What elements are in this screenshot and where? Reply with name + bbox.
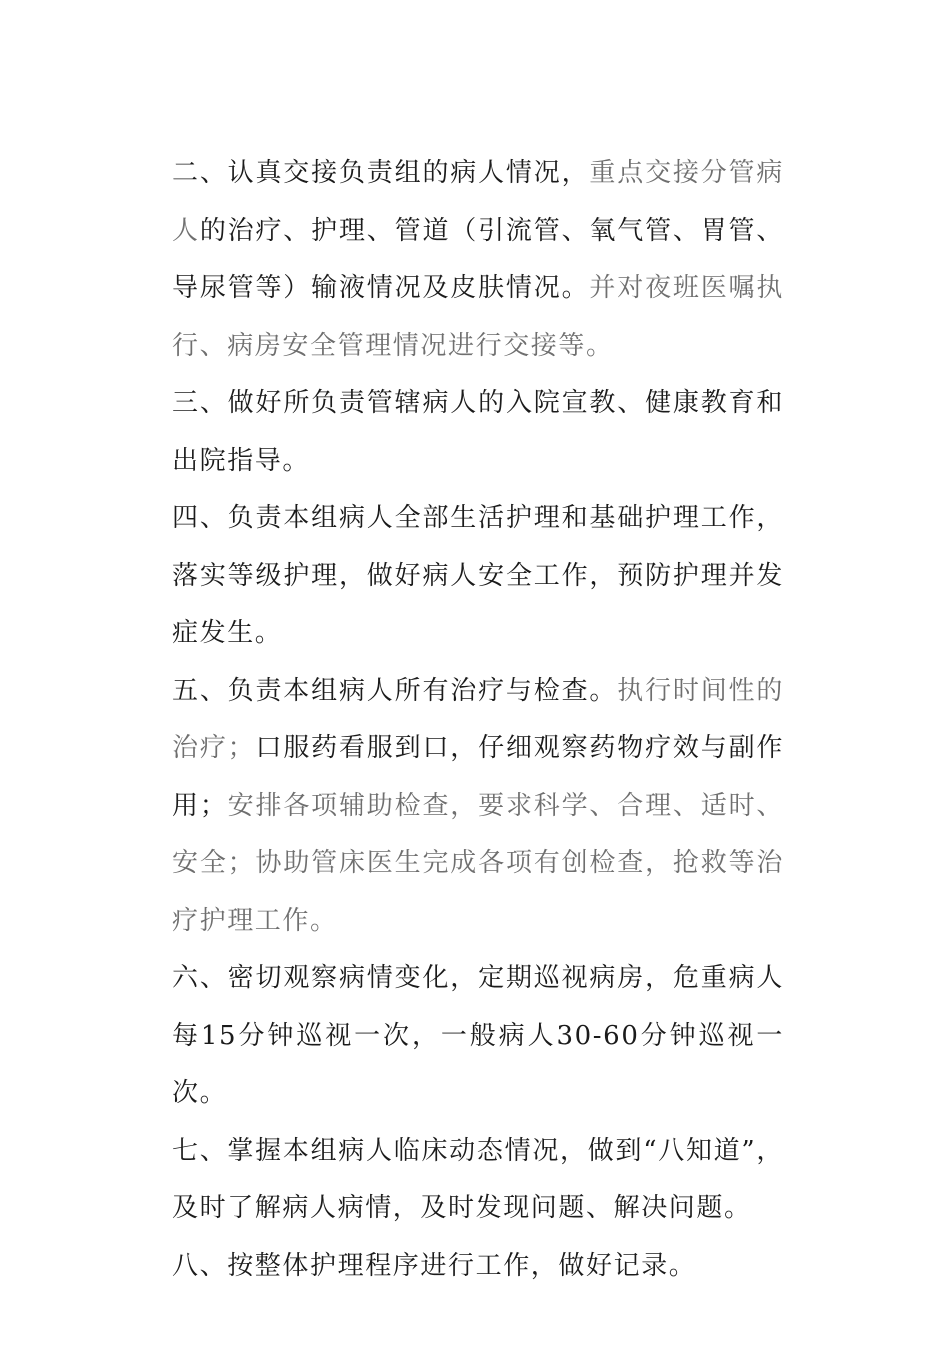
paragraph-text: 三、做好所负责管辖病人的入院宣教、健康教育和出院指导。 <box>172 388 784 476</box>
paragraph-item-2 <box>172 145 784 375</box>
paragraph-text: 口服药看服到口，仔细观察药物疗效与副作用； <box>172 733 784 821</box>
paragraph-text: 六、密切观察病情变化，定期巡视病房，危重病人每15分钟巡视一次，一般病人30-60分钟巡视一次。 <box>172 963 784 1108</box>
paragraph-item-3 <box>172 375 784 490</box>
paragraph-item-4 <box>172 490 784 663</box>
paragraph-text: 八、按整体护理程序进行工作，做好记录。 <box>172 1250 697 1281</box>
paragraph-item-7 <box>172 1123 784 1238</box>
paragraph-item-6 <box>172 950 784 1123</box>
paragraph-text: 四、负责本组病人全部生活护理和基础护理工作，落实等级护理，做好病人安全工作，预防护理并发症发生。 <box>172 503 784 648</box>
paragraph-text: 七、掌握本组病人临床动态情况，做到“八知道”，及时了解病人病情，及时发现问题、解决问题。 <box>172 1135 784 1223</box>
paragraph-item-5 <box>172 663 784 951</box>
paragraph-text: 二、认真交接负责组的病人情况， <box>172 158 590 188</box>
paragraph-text: 五、负责本组病人所有治疗与检查。 <box>172 675 618 706</box>
paragraph-text-gray: 并对夜班医嘱执行、病房安全管理情况进行交接等。 <box>172 273 784 361</box>
document-body <box>172 145 784 1295</box>
paragraph-text: 的治疗、护理、管道（引流管、氧气管、胃管、导尿管等）输液情况及皮肤情况。 <box>172 215 784 303</box>
paragraph-item-8 <box>172 1238 784 1296</box>
paragraph-text-gray: 重点交接分管病人 <box>172 158 784 246</box>
paragraph-text-gray: 安排各项辅助检查，要求科学、合理、适时、安全；协助管床医生完成各项有创检查，抢救等治疗护理工作。 <box>172 790 784 936</box>
paragraph-text-gray: 执行时间性的治疗； <box>172 675 784 763</box>
